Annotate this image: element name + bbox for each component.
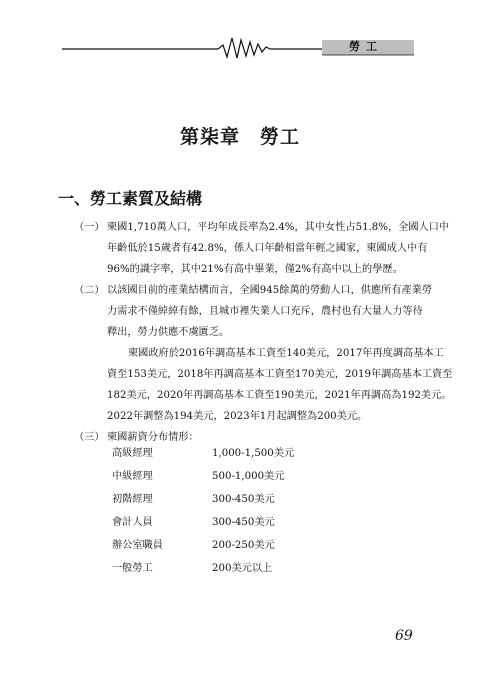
paragraph [107, 280, 432, 343]
salary-range: 300-450美元 [212, 494, 275, 505]
salary-range: 200-250美元 [212, 540, 275, 551]
text-line: 資至153美元，2018年再調高基本工資至170美元，2019年調高基本工資至 [107, 369, 453, 380]
text-line: 182美元，2020年再調高基本工資至190美元，2021年再調高為192美元。 [107, 390, 452, 401]
salary-position: 初階經理 [112, 494, 153, 505]
text-line: 年齡低於15歲者有42.8%，係人口年齡相當年輕之國家，柬國成人中有 [107, 243, 428, 254]
text-line: 96%的識字率，其中21%有高中畢業，僅2%有高中以上的學歷。 [107, 264, 403, 275]
salary-position: 一般勞工 [112, 563, 153, 574]
page-header [0, 0, 480, 70]
salary-range: 200美元以上 [212, 563, 273, 574]
salary-range: 500-1,000美元 [212, 471, 285, 482]
salary-position: 中級經理 [112, 471, 153, 482]
salary-position: 辦公室職員 [112, 540, 163, 551]
item-marker: （二） [74, 285, 105, 296]
paragraph [107, 217, 449, 280]
paragraph [107, 343, 452, 427]
page-number: 69 [395, 628, 413, 644]
text-line: 柬國1,710萬人口，平均年成長率為2.4%，其中女性占51.8%，全國人口中 [107, 222, 450, 233]
salary-position: 會計人員 [112, 517, 153, 528]
item-marker: （三） [74, 432, 105, 443]
text-line: 力需求不僅綽綽有餘，且城市裡失業人口充斥，農村也有大量人力等待 [107, 306, 423, 317]
item-text: 柬國薪資分布情形： [107, 432, 199, 443]
item-marker: （一） [74, 222, 105, 233]
text-line: 柬國政府於2016年調高基本工資至140美元，2017年再度調高基本工 [128, 348, 444, 359]
section-heading: 一、勞工素質及結構 [58, 189, 203, 208]
salary-position: 高級經理 [112, 448, 153, 459]
chapter-title: 第柒章 勞工 [179, 126, 300, 148]
salary-range: 300-450美元 [212, 517, 275, 528]
text-line: 以該國目前的產業結構而言，全國945餘萬的勞動人口，供應所有產業勞 [107, 285, 433, 296]
text-line: 2022年調整為194美元，2023年1月起調整為200美元。 [107, 411, 368, 422]
text-line: 釋出，勞力供應不虞匱乏。 [107, 327, 230, 338]
header-label: 勞工 [349, 40, 383, 53]
salary-range: 1,000-1,500美元 [212, 448, 295, 459]
heartbeat-line-graphic [0, 0, 480, 70]
